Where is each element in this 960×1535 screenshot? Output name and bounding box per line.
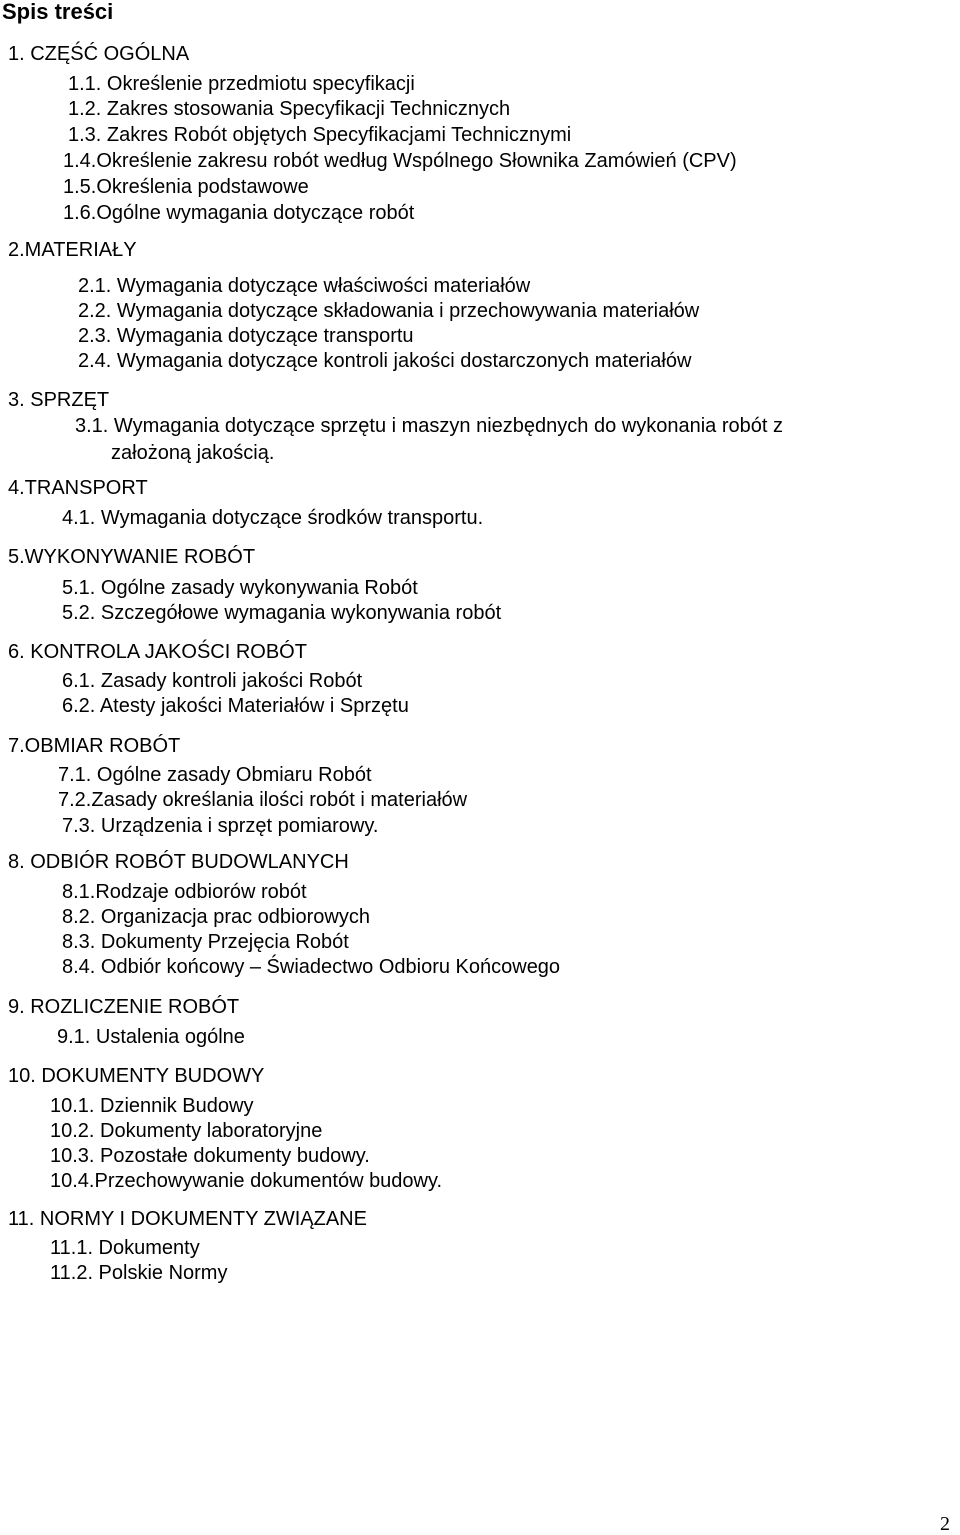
toc-entry-1-3: 1.3. Zakres Robót objętych Specyfikacjami Technicznymi [68, 124, 572, 146]
toc-entry-1-1: 1.1. Określenie przedmiotu specyfikacji [68, 73, 415, 95]
toc-entry-1-2: 1.2. Zakres stosowania Specyfikacji Technicznych [68, 98, 511, 120]
toc-section-6: 6. KONTROLA JAKOŚCI ROBÓT [8, 641, 307, 663]
toc-entry-3-1-cont: założoną jakością. [111, 442, 275, 464]
toc-entry-7-3: 7.3. Urządzenia i sprzęt pomiarowy. [62, 815, 379, 837]
toc-section-11: 11. NORMY I DOKUMENTY ZWIĄZANE [8, 1208, 367, 1230]
toc-entry-10-3: 10.3. Pozostałe dokumenty budowy. [50, 1145, 370, 1167]
toc-entry-8-3: 8.3. Dokumenty Przejęcia Robót [62, 931, 349, 953]
toc-section-3: 3. SPRZĘT [8, 389, 110, 411]
toc-entry-9-1: 9.1. Ustalenia ogólne [57, 1026, 245, 1048]
toc-entry-1-6: 1.6.Ogólne wymagania dotyczące robót [63, 202, 415, 224]
toc-entry-3-1: 3.1. Wymagania dotyczące sprzętu i maszyn niezbędnych do wykonania robót z [75, 415, 783, 437]
toc-section-2: 2.MATERIAŁY [8, 239, 137, 261]
toc-entry-5-2: 5.2. Szczegółowe wymagania wykonywania robót [62, 602, 502, 624]
toc-section-4: 4.TRANSPORT [8, 477, 148, 499]
toc-entry-1-5: 1.5.Określenia podstawowe [63, 176, 309, 198]
toc-entry-7-2: 7.2.Zasady określania ilości robót i materiałów [58, 789, 468, 811]
toc-entry-2-1: 2.1. Wymagania dotyczące właściwości materiałów [78, 275, 531, 297]
toc-entry-5-1: 5.1. Ogólne zasady wykonywania Robót [62, 577, 418, 599]
toc-entry-11-2: 11.2. Polskie Normy [50, 1262, 228, 1284]
toc-entry-6-2: 6.2. Atesty jakości Materiałów i Sprzętu [62, 695, 409, 717]
toc-entry-4-1: 4.1. Wymagania dotyczące środków transportu. [62, 507, 484, 529]
toc-section-9: 9. ROZLICZENIE ROBÓT [8, 996, 240, 1018]
toc-section-1: 1. CZĘŚĆ OGÓLNA [8, 43, 190, 65]
toc-entry-10-1: 10.1. Dziennik Budowy [50, 1095, 254, 1117]
toc-section-5: 5.WYKONYWANIE ROBÓT [8, 546, 256, 568]
toc-entry-8-2: 8.2. Organizacja prac odbiorowych [62, 906, 370, 928]
toc-entry-1-4: 1.4.Określenie zakresu robót według Wspólnego Słownika Zamówień (CPV) [63, 150, 737, 172]
toc-entry-11-1: 11.1. Dokumenty [50, 1237, 200, 1259]
toc-entry-6-1: 6.1. Zasady kontroli jakości Robót [62, 670, 363, 692]
page-number: 2 [940, 1513, 950, 1535]
toc-entry-7-1: 7.1. Ogólne zasady Obmiaru Robót [58, 764, 372, 786]
toc-entry-10-4: 10.4.Przechowywanie dokumentów budowy. [50, 1170, 443, 1192]
page-title: Spis treści [2, 0, 114, 24]
toc-entry-8-4: 8.4. Odbiór końcowy – Świadectwo Odbioru Końcowego [62, 956, 561, 978]
toc-section-10: 10. DOKUMENTY BUDOWY [8, 1065, 265, 1087]
toc-entry-2-3: 2.3. Wymagania dotyczące transportu [78, 325, 414, 347]
toc-entry-10-2: 10.2. Dokumenty laboratoryjne [50, 1120, 323, 1142]
toc-section-7: 7.OBMIAR ROBÓT [8, 735, 181, 757]
toc-entry-2-4: 2.4. Wymagania dotyczące kontroli jakości dostarczonych materiałów [78, 350, 692, 372]
toc-entry-2-2: 2.2. Wymagania dotyczące składowania i przechowywania materiałów [78, 300, 700, 322]
toc-section-8: 8. ODBIÓR ROBÓT BUDOWLANYCH [8, 851, 349, 873]
toc-entry-8-1: 8.1.Rodzaje odbiorów robót [62, 881, 307, 903]
